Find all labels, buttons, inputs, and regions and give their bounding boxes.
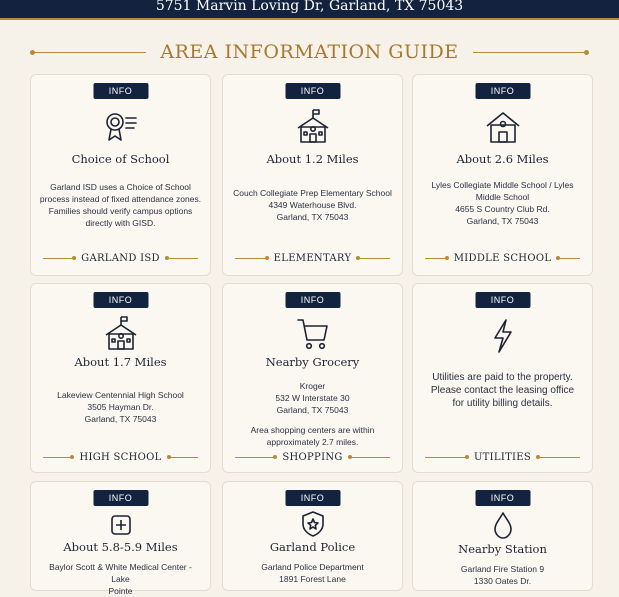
info-badge: INFO [475, 83, 530, 99]
card-footer-label: UTILITIES [473, 452, 532, 463]
card-description: Couch Collegiate Prep Elementary School 4349 Waterhouse Blvd. Garland, TX 75043 [233, 188, 392, 222]
shopping-cart-icon [293, 316, 333, 352]
card-description: Kroger 532 W Interstate 30 Garland, TX 75043 Area shopping centers are within approximately 2.7 miles. [250, 381, 375, 447]
card-footer [235, 253, 390, 264]
card-high-school [30, 283, 211, 473]
card-description: Lyles Collegiate Middle School / Lyles Middle School 4655 S Country Club Rd. Garland, TX 75043 [431, 180, 574, 226]
title-divider-left [30, 52, 146, 53]
info-badge: INFO [285, 83, 340, 99]
info-badge: INFO [285, 490, 340, 506]
school-building-icon [101, 315, 141, 351]
card-footer [425, 452, 580, 463]
card-footer [43, 253, 198, 264]
lightning-bolt-icon [483, 318, 523, 354]
info-badge: INFO [93, 292, 148, 308]
school-house-icon [483, 108, 523, 144]
address-bar [0, 0, 619, 20]
card-fire-station [412, 481, 593, 591]
card-footer [425, 253, 580, 264]
card-description: Lakeview Centennial High School 3505 Hayman Dr. Garland, TX 75043 [57, 390, 184, 424]
card-elementary [222, 74, 403, 276]
title-row [30, 38, 589, 66]
info-badge: INFO [475, 490, 530, 506]
card-description: Garland Police Department 1891 Forest Lane [261, 562, 364, 584]
info-badge: INFO [93, 83, 148, 99]
card-description: Garland ISD uses a Choice of School process instead of fixed attendance zones. Families should verify campus options directly with GISD. [39, 182, 202, 228]
card-footer-label: SHOPPING [282, 452, 343, 463]
info-badge: INFO [285, 292, 340, 308]
water-drop-icon [483, 510, 523, 546]
card-hospital [30, 481, 211, 596]
card-footer-label: MIDDLE SCHOOL [453, 253, 552, 264]
school-building-icon [293, 108, 333, 144]
card-description: Garland Fire Station 9 1330 Oates Dr. [460, 564, 545, 586]
card-footer-label: ELEMENTARY [273, 253, 352, 264]
card-heading: About 5.8-5.9 Miles [63, 540, 178, 554]
card-police [222, 481, 403, 591]
card-heading: About 2.6 Miles [456, 152, 549, 166]
card-heading: Choice of School [71, 152, 170, 166]
card-footer-label: HIGH SCHOOL [79, 452, 162, 463]
card-heading: Nearby Station [458, 542, 547, 556]
info-badge: INFO [93, 490, 148, 506]
card-middle-school [412, 74, 593, 276]
card-heading: Nearby Grocery [265, 355, 360, 369]
card-description: Utilities are paid to the property. Please contact the leasing office for utility billing details. [430, 372, 575, 409]
card-heading: About 1.2 Miles [266, 152, 359, 166]
card-choice-of-school [30, 74, 211, 276]
card-footer-label: GARLAND ISD [81, 253, 160, 264]
award-ribbon-icon [101, 108, 141, 144]
card-shopping [222, 283, 403, 473]
card-footer [43, 452, 198, 463]
title-divider-right [473, 52, 589, 53]
card-footer [235, 452, 390, 463]
info-badge: INFO [475, 292, 530, 308]
card-heading: About 1.7 Miles [74, 355, 167, 369]
card-description: Baylor Scott & White Medical Center - Lake Pointe [49, 562, 192, 596]
card-heading: Garland Police [269, 540, 356, 554]
page-title: AREA INFORMATION GUIDE [160, 41, 459, 63]
address-text: 5751 Marvin Loving Dr, Garland, TX 75043 [155, 0, 464, 14]
card-utilities [412, 283, 593, 473]
